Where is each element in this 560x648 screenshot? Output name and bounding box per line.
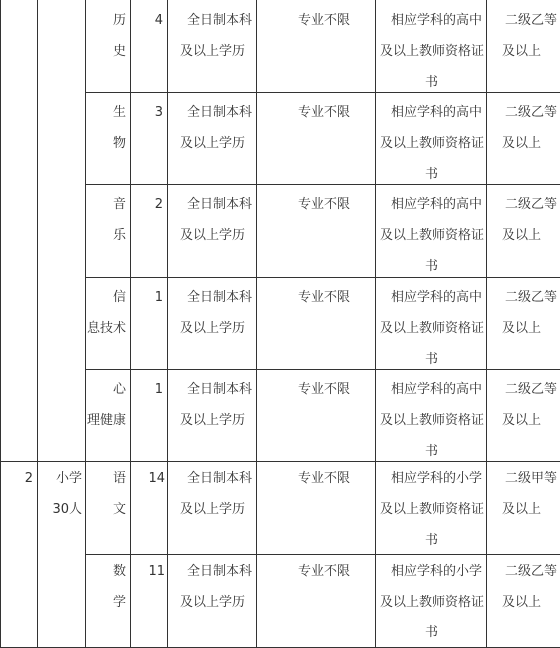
- row-divider: [85, 277, 560, 278]
- education-cell: 及以上学历: [180, 228, 246, 243]
- certificate-cell: 相应学科的高中: [390, 290, 482, 305]
- major-cell: 专业不限: [297, 105, 350, 120]
- certificate-cell: 及以上教师资格证: [380, 136, 485, 151]
- mandarin-level-cell: 及以上: [502, 413, 542, 428]
- mandarin-level-cell: 及以上: [502, 502, 542, 517]
- subject-cell: 学: [112, 595, 126, 610]
- major-cell: 专业不限: [297, 564, 350, 579]
- subject-cell: 息技术: [86, 321, 126, 336]
- group-divider: [0, 461, 560, 462]
- certificate-cell: 书: [425, 352, 439, 367]
- mandarin-level-cell: 二级乙等: [504, 382, 557, 397]
- education-cell: 全日制本科: [186, 382, 252, 397]
- education-cell: 全日制本科: [186, 564, 252, 579]
- education-cell: 及以上学历: [180, 321, 246, 336]
- certificate-cell: 相应学科的高中: [390, 197, 482, 212]
- mandarin-level-cell: 及以上: [502, 595, 542, 610]
- subject-cell: 乐: [112, 228, 126, 243]
- mandarin-level-cell: 二级乙等: [504, 13, 557, 28]
- certificate-cell: 及以上教师资格证: [380, 321, 485, 336]
- certificate-cell: 及以上教师资格证: [380, 228, 485, 243]
- mandarin-level-cell: 及以上: [502, 321, 542, 336]
- education-cell: 全日制本科: [186, 290, 252, 305]
- mandarin-level-cell: 及以上: [502, 228, 542, 243]
- group-category: 小学: [55, 471, 82, 486]
- education-cell: 全日制本科: [186, 105, 252, 120]
- subject-cell: 理健康: [86, 413, 126, 428]
- education-cell: 及以上学历: [180, 502, 246, 517]
- mandarin-level-cell: 二级甲等: [504, 471, 557, 486]
- education-cell: 全日制本科: [186, 197, 252, 212]
- mandarin-level-cell: 二级乙等: [504, 564, 557, 579]
- table-column-divider: [37, 0, 38, 648]
- subject-cell: 物: [112, 136, 126, 151]
- certificate-cell: 相应学科的小学: [390, 564, 482, 579]
- count-cell: 14: [148, 471, 165, 486]
- subject-cell: 心: [112, 382, 126, 397]
- table-border-left: [0, 0, 1, 648]
- mandarin-level-cell: 二级乙等: [504, 105, 557, 120]
- mandarin-level-cell: 二级乙等: [504, 197, 557, 212]
- subject-cell: 信: [112, 290, 126, 305]
- certificate-cell: 书: [425, 75, 439, 90]
- subject-cell: 数: [112, 564, 126, 579]
- certificate-cell: 书: [425, 259, 439, 274]
- major-cell: 专业不限: [297, 290, 350, 305]
- count-cell: 1: [154, 382, 163, 397]
- row-divider: [85, 92, 560, 93]
- subject-cell: 历: [112, 13, 126, 28]
- education-cell: 全日制本科: [186, 471, 252, 486]
- mandarin-level-cell: 二级乙等: [504, 290, 557, 305]
- certificate-cell: 及以上教师资格证: [380, 413, 485, 428]
- subject-cell: 生: [112, 105, 126, 120]
- count-cell: 11: [148, 564, 165, 579]
- row-divider: [85, 554, 560, 555]
- row-divider: [85, 369, 560, 370]
- certificate-cell: 及以上教师资格证: [380, 502, 485, 517]
- subject-cell: 文: [112, 502, 126, 517]
- count-cell: 3: [154, 105, 163, 120]
- certificate-cell: 及以上教师资格证: [380, 595, 485, 610]
- education-cell: 及以上学历: [180, 44, 246, 59]
- certificate-cell: 相应学科的高中: [390, 382, 482, 397]
- subject-cell: 语: [112, 471, 126, 486]
- group-number: 2: [24, 471, 33, 486]
- education-cell: 全日制本科: [186, 13, 252, 28]
- certificate-cell: 及以上教师资格证: [380, 44, 485, 59]
- certificate-cell: 相应学科的小学: [390, 471, 482, 486]
- certificate-cell: 相应学科的高中: [390, 105, 482, 120]
- subject-cell: 音: [112, 197, 126, 212]
- major-cell: 专业不限: [297, 197, 350, 212]
- mandarin-level-cell: 及以上: [502, 136, 542, 151]
- major-cell: 专业不限: [297, 13, 350, 28]
- certificate-cell: 书: [425, 167, 439, 182]
- education-cell: 及以上学历: [180, 136, 246, 151]
- group-quota: 30人: [52, 502, 82, 517]
- major-cell: 专业不限: [297, 471, 350, 486]
- certificate-cell: 书: [425, 533, 439, 548]
- subject-cell: 史: [112, 44, 126, 59]
- major-cell: 专业不限: [297, 382, 350, 397]
- count-cell: 1: [154, 290, 163, 305]
- count-cell: 2: [154, 197, 163, 212]
- education-cell: 及以上学历: [180, 595, 246, 610]
- count-cell: 4: [154, 13, 163, 28]
- certificate-cell: 书: [425, 444, 439, 459]
- certificate-cell: 书: [425, 625, 439, 640]
- education-cell: 及以上学历: [180, 413, 246, 428]
- row-divider: [85, 184, 560, 185]
- mandarin-level-cell: 及以上: [502, 44, 542, 59]
- certificate-cell: 相应学科的高中: [390, 13, 482, 28]
